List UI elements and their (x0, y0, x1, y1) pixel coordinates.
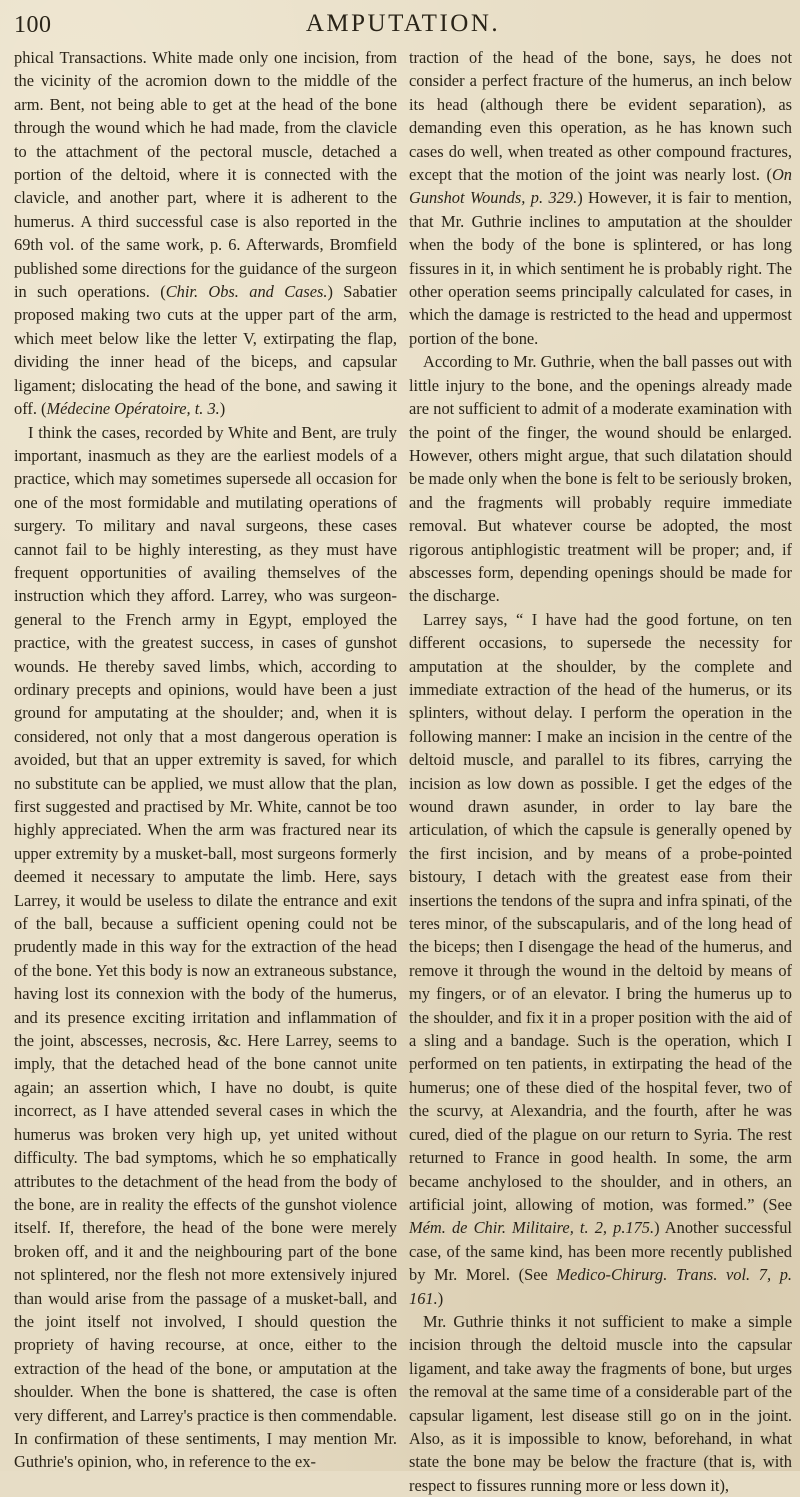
citation: Médecine Opératoire, t. 3. (46, 399, 220, 419)
citation: Medico-Chirurg. Trans. vol. 7, p. 161. (409, 1265, 792, 1308)
text-run: According to Mr. Guthrie, when the ball passes out with little injury to the bone, and the openings already made are not sufficient to admit of a moderate examination with the point of the finger, the wound should be enlarged. However, others might argue, that such dilatation should be made only when the bone is felt to be seriously broken, and the fragments will probably require immediate removal. But whatever course be adopted, the most rigorous antiphlogistic treatment will be proper; and, if abscesses form, depending openings should be made for the discharge. (409, 352, 792, 606)
page-number: 100 (14, 12, 52, 38)
text-run: traction of the head of the bone, says, he does not consider a perfect fracture of the humerus, an inch below its head (although there be evident separation), as demanding even this operation, as he has known such cases do well, when treated as other compound fractures, except that the motion of the joint was nearly lost. ( (409, 48, 792, 185)
text-run: ) (219, 399, 226, 419)
running-title: AMPUTATION. (305, 10, 501, 37)
text-run: ) Sabatier proposed making two cuts at the upper part of the arm, which meet below like the letter V, extirpating the flap, dividing the inner head of the biceps, and capsular ligament; dislocating the head of the bone, and sawing it off. ( (14, 282, 397, 419)
left-column (14, 46, 397, 1497)
paragraph (14, 421, 397, 1474)
citation: Mém. de Chir. Militaire, t. 2, p.175. (409, 1218, 655, 1238)
right-column (409, 46, 792, 1497)
text-columns (14, 46, 792, 1497)
text-run: phical Transactions. White made only one incision, from the vicinity of the acromion down to the middle of the arm. Bent, not being able to get at the head of the bone through the wound which he had made, from the clavicle to the attachment of the pectoral muscle, detached a portion of the deltoid, where it is connected with the clavicle, and another part, where it is adherent to the humerus. A third successful case is also reported in the 69th vol. of the same work, p. 6. Afterwards, Bromfield published some directions for the guidance of the surgeon in such operations. ( (14, 48, 397, 302)
citation: Chir. Obs. and Cases. (165, 282, 328, 302)
text-run: ) Another successful case, of the same kind, has been more recently published by Mr. Morel. (See (409, 1218, 792, 1285)
paragraph (409, 350, 792, 607)
paragraph (14, 46, 397, 421)
paragraph (409, 46, 792, 350)
citation: On Gunshot Wounds, p. 329. (409, 165, 792, 208)
running-head (14, 8, 792, 46)
text-run: ) However, it is fair to mention, that Mr. Guthrie inclines to amputation at the shoulder when the body of the bone is splintered, or has long fissures in it, in which sentiment he is probably right. The other operation seems principally calculated for cases, in which the damage is restricted to the head and uppermost portion of the bone. (409, 188, 792, 348)
text-run: Mr. Guthrie thinks it not sufficient to make a simple incision through the deltoid muscle into the capsular ligament, and take away the fragments of bone, but urges the removal at the same time of a considerable part of the capsular ligament, lest disease still go on in the joint. Also, as it is impossible to know, beforehand, in what state the bone may be below the fracture (that is, with respect to fissures running more or less down it), (409, 1311, 792, 1495)
text-run: I think the cases, recorded by White and Bent, are truly important, inasmuch as they are the earliest models of a practice, which may sometimes supersede all occasion for one of the most formidable and mutilating operations of surgery. To military and naval surgeons, these cases cannot fail to be highly interesting, as they must have frequent opportunities of availing themselves of the instruction which they afford. Larrey, who was surgeon-general to the French army in Egypt, employed the practice, with the greatest success, in cases of gunshot wounds. He thereby saved limbs, which, according to ordinary precepts and opinions, would have been a just ground for amputating at the shoulder; and, when it is considered, not only that a most dangerous operation is avoided, but that an upper extremity is saved, for which no substitute can be applied, we must allow that the plan, first suggested and practised by Mr. White, cannot be too highly appreciated. When the arm was fractured near its upper extremity by a musket-ball, most surgeons formerly deemed it necessary to amputate the limb. Here, says Larrey, it would be useless to dilate the entrance and exit of the ball, because a sufficient opening could not be prudently made in this way for the extraction of the head of the bone. Yet this body is now an extraneous substance, having lost its connexion with the body of the humerus, and its presence exciting irritation and inflammation of the joint, abscesses, necrosis, &c. Here Larrey, seems to imply, that the detached head of the bone cannot unite again; an assertion which, I have no doubt, is quite incorrect, as I have attended several cases in which the humerus was broken very high up, yet united without difficulty. The bad symptoms, which he so emphatically attributes to the detachment of the head from the body of the bone, are in reality the effects of the gunshot violence itself. If, therefore, the head of the bone were merely broken off, and it and the neighbouring part of the bone not splintered, nor the flesh not more extensively injured than would arise from the passage of a musket-ball, and the joint itself not involved, I should question the propriety of having recourse, at once, either to the extraction of the head of the bone, or amputation at the shoulder. When the bone is shattered, the case is often very different, and Larrey's practice is then commendable. In confirmation of these sentiments, I may mention Mr. Guthrie's opinion, who, in reference to the ex- (14, 422, 397, 1472)
text-run: Larrey says, “ I have had the good fortune, on ten different occasions, to supersede the necessity for amputation at the shoulder, by the complete and immediate extraction of the head of the humerus, or its splinters, without delay. I perform the operation in the following manner: I make an incision in the centre of the deltoid muscle, and parallel to its fibres, carrying the incision as low down as possible. I get the edges of the wound drawn asunder, in order to lay bare the articulation, of which the capsule is generally opened by the first incision, and by means of a probe-pointed bistoury, I detach with the greatest ease from their insertions the tendons of the supra and infra spinati, of the teres minor, of the subscapularis, and of the long head of the biceps; then I disengage the head of the humerus, and remove it through the wound in the deltoid by means of my fingers, or of an elevator. I bring the humerus up to the shoulder, and fix it in a proper position with the aid of a sling and a bandage. Such is the operation, which I performed on ten patients, in extirpating the head of the humerus; one of these died of the hospital fever, two of the scurvy, at Alexandria, and the fourth, after he was cured, died of the plague on our return to Syria. The rest returned to France in good health. In some, the arm became anchylosed to the shoulder, and in others, an artificial joint, allowing of motion, was formed.” (See (409, 609, 792, 1214)
paragraph (409, 608, 792, 1310)
paragraph (409, 1310, 792, 1497)
text-run: ) (437, 1288, 444, 1308)
